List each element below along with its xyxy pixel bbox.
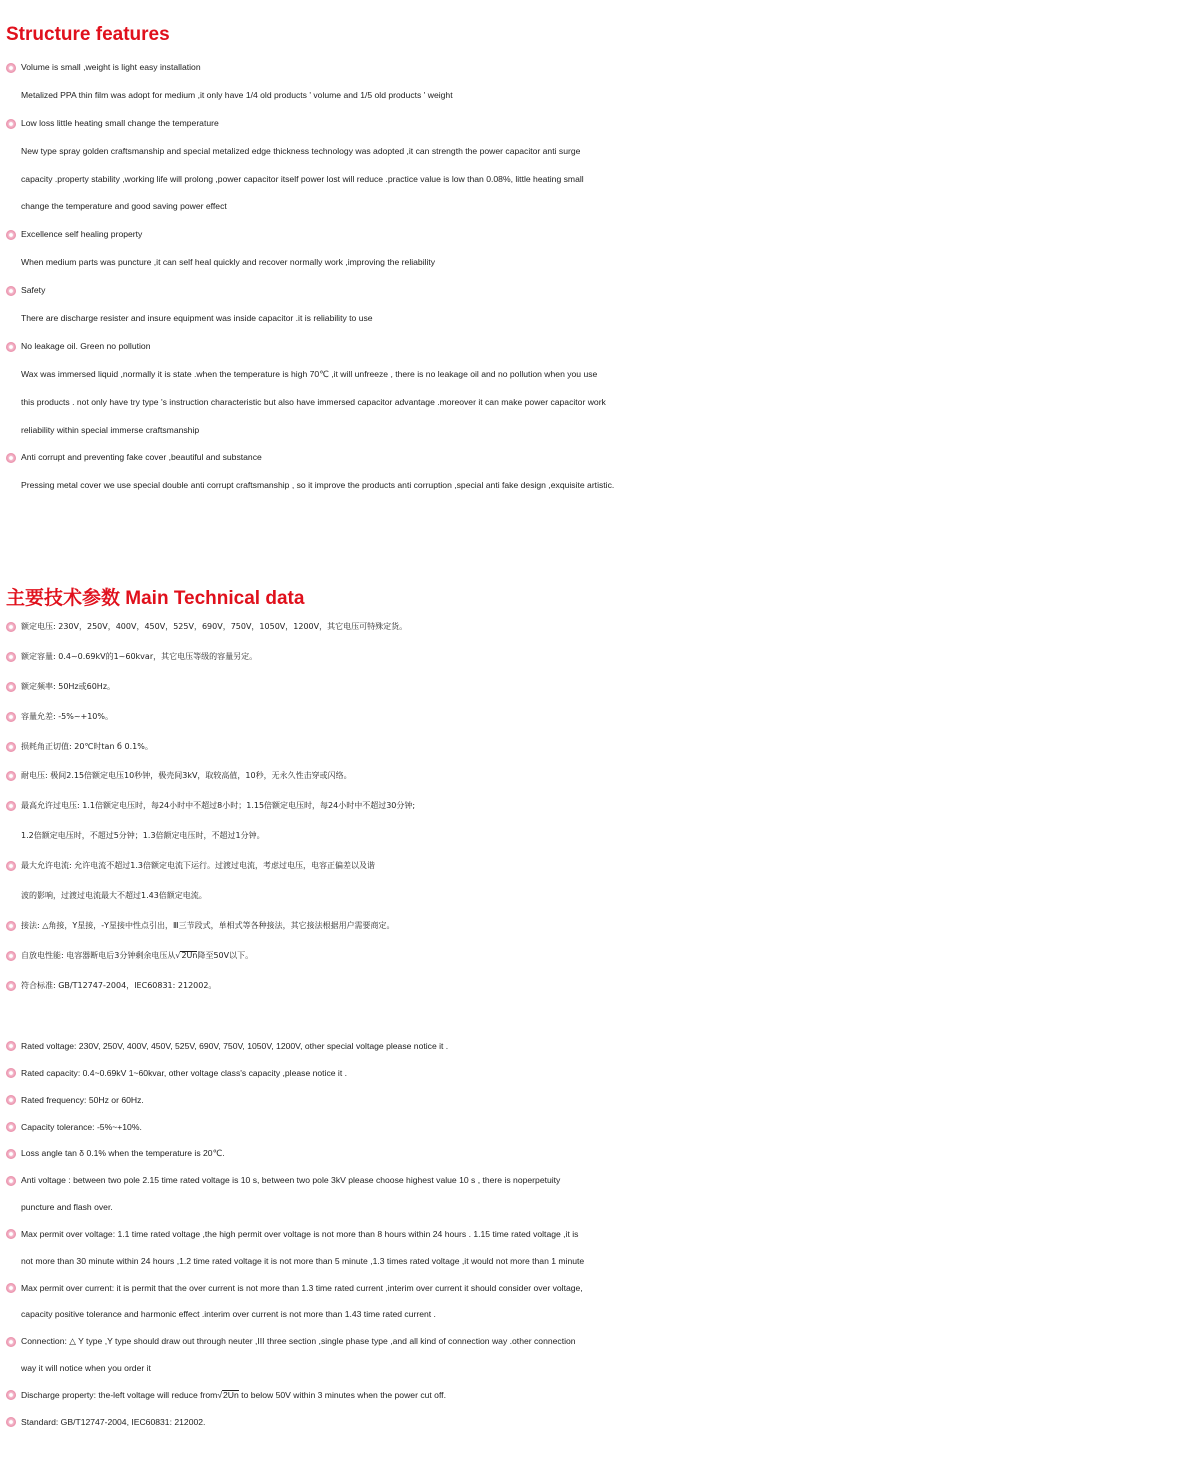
- list-item-continuation: [0, 1194, 1200, 1221]
- list-item-text: 额定频率: 50Hz或60Hz。: [21, 681, 116, 691]
- list-item: [0, 54, 1200, 82]
- list-item-continuation: [0, 193, 1200, 221]
- list-item: [0, 1087, 1200, 1114]
- bullet-icon: [6, 453, 16, 463]
- square-root-icon: √: [217, 1389, 223, 1400]
- list-item: [0, 612, 1200, 642]
- list-item-text: Anti corrupt and preventing fake cover ,beautiful and substance: [21, 452, 262, 463]
- list-item-text: this products . not only have try type 's instruction characteristic but also have immersed capacitor advantage .moreover it can make power capacitor work: [21, 396, 606, 407]
- bullet-icon: [6, 1283, 16, 1293]
- list-item: [0, 941, 1200, 971]
- bullet-icon: [6, 981, 16, 991]
- list-item-text: 符合标准: GB/T12747-2004，IEC60831: 212002。: [21, 980, 217, 990]
- bullet-icon: [6, 652, 16, 662]
- bullet-icon: [6, 1041, 16, 1051]
- bullet-icon: [6, 921, 16, 931]
- list-item: [0, 277, 1200, 305]
- bullet-icon: [6, 1068, 16, 1078]
- list-item-text: Standard: GB/T12747-2004, IEC60831: 212002.: [21, 1416, 206, 1427]
- bullet-icon: [6, 63, 16, 73]
- list-item: [0, 1167, 1200, 1194]
- list-item-text: No leakage oil. Green no pollution: [21, 340, 151, 351]
- list-item: [0, 333, 1200, 361]
- list-item-text: There are discharge resister and insure equipment was inside capacitor .it is reliability to use: [21, 313, 373, 324]
- list-item: [0, 761, 1200, 791]
- list-item-continuation: [0, 1355, 1200, 1382]
- list-item-text: to below 50V within 3 minutes when the power cut off.: [238, 1389, 446, 1400]
- bullet-icon: [6, 1417, 16, 1427]
- list-item-text: Wax was immersed liquid ,normally it is state .when the temperature is high 70℃ ,it will unfreeze , there is no leakage oil and no pollution when you use: [21, 368, 598, 379]
- list-item-text: reliability within special immerse craftsmanship: [21, 424, 200, 435]
- list-item-text: way it will notice when you order it: [21, 1363, 151, 1374]
- bullet-icon: [6, 1337, 16, 1347]
- list-item-text: 降至50V以下。: [197, 950, 254, 960]
- bullet-icon: [6, 1390, 16, 1400]
- list-item: [0, 1140, 1200, 1167]
- list-item-text: Safety: [21, 285, 46, 296]
- bullet-icon: [6, 771, 16, 781]
- list-item-text: Excellence self healing property: [21, 229, 143, 240]
- list-item: [0, 851, 1200, 881]
- list-item: [0, 642, 1200, 672]
- list-item-text: 1.2倍额定电压时，不超过5分钟；1.3倍额定电压时，不超过1分钟。: [21, 831, 265, 841]
- list-item-text: Capacity tolerance: -5%~+10%.: [21, 1121, 142, 1132]
- list-item-text: Loss angle tan δ 0.1% when the temperature is 20℃.: [21, 1148, 225, 1159]
- list-item-text: 额定电压: 230V，250V，400V，450V，525V，690V，750V，1050V，1200V，其它电压可特殊定货。: [21, 622, 408, 631]
- list-item: [0, 1409, 1200, 1436]
- list-item: [0, 702, 1200, 732]
- bullet-icon: [6, 801, 16, 811]
- list-item-text: Max permit over voltage: 1.1 time rated voltage ,the high permit over voltage is not more than 8 hours within 24 hours . 1.15 time rated voltage ,it is: [21, 1228, 579, 1239]
- list-item-continuation: [0, 1248, 1200, 1275]
- list-item-text: capacity .property stability ,working life will prolong ,power capacitor itself power lost will reduce .practice value is low than 0.08%, little heating small: [21, 173, 584, 184]
- list-item-continuation: [0, 472, 1200, 500]
- square-root-icon: √: [175, 950, 181, 960]
- list-item-text: 损耗角正切值: 20℃时tan б 0.1%。: [21, 741, 153, 751]
- list-item-continuation: [0, 881, 1200, 911]
- list-item: [0, 791, 1200, 821]
- list-item: [0, 1033, 1200, 1060]
- list-item: [0, 732, 1200, 762]
- list-item-text: Pressing metal cover we use special double anti corrupt craftsmanship , so it improve the products anti corruption ,special anti fake design ,exquisite artistic.: [21, 480, 615, 491]
- list-item-text: When medium parts was puncture ,it can self heal quickly and recover normally work ,improving the reliability: [21, 257, 436, 268]
- list-item-text: Rated capacity: 0.4~0.69kV 1~60kvar, other voltage class's capacity ,please notice it .: [21, 1067, 348, 1078]
- list-item-text: 最大允许电流: 允许电流不超过1.3倍额定电流下运行。过渡过电流，考虑过电压，电容正偏差以及谐: [21, 861, 375, 871]
- list-item-text: New type spray golden craftsmanship and special metalized edge thickness technology was adopted ,it can strength the power capacitor anti surge: [21, 145, 581, 156]
- list-item: [0, 1114, 1200, 1141]
- bullet-icon: [6, 622, 16, 632]
- bullet-icon: [6, 1229, 16, 1239]
- bullet-icon: [6, 286, 16, 296]
- list-item-continuation: [0, 1301, 1200, 1328]
- list-item-continuation: [0, 417, 1200, 445]
- list-item-text: Metalized PPA thin film was adopt for medium ,it only have 1/4 old products ' volume and 1/5 old products ' weight: [21, 89, 453, 100]
- list-item-text: not more than 30 minute within 24 hours ,1.2 time rated voltage it is not more than 5 minute ,1.3 times rated voltage ,it would not more than 1 minute: [21, 1255, 585, 1266]
- list-item-text: 波的影响，过渡过电流最大不超过1.43倍额定电流。: [21, 891, 207, 901]
- list-item: [0, 444, 1200, 472]
- technical-data-heading: 主要技术参数 Main Technical data: [6, 588, 305, 609]
- list-item: [0, 221, 1200, 249]
- list-item-text: Connection: △ Y type ,Y type should draw out through neuter ,III three section ,single phase type ,and all kind of connection way .other connection: [21, 1336, 576, 1347]
- list-item: [0, 1275, 1200, 1302]
- list-item: [0, 971, 1200, 1001]
- bullet-icon: [6, 342, 16, 352]
- structure-features-heading: Structure features: [6, 24, 170, 45]
- list-item-text: Anti voltage : between two pole 2.15 time rated voltage is 10 s, between two pole 3kV please choose highest value 10 s , there is noperpetuity: [21, 1175, 561, 1186]
- bullet-icon: [6, 1149, 16, 1159]
- list-item-continuation: [0, 389, 1200, 417]
- list-item: [0, 672, 1200, 702]
- bullet-icon: [6, 230, 16, 240]
- list-item-text: capacity positive tolerance and harmonic effect .interim over current is not more than 1.43 time rated current .: [21, 1309, 436, 1320]
- list-item-text: 最高允许过电压: 1.1倍额定电压时，每24小时中不超过8小时；1.15倍额定电压时，每24小时中不超过30分钟;: [21, 801, 416, 811]
- list-item-continuation: [0, 249, 1200, 277]
- bullet-icon: [6, 1122, 16, 1132]
- list-item-continuation: [0, 166, 1200, 194]
- list-item-text: Low loss little heating small change the temperature: [21, 117, 219, 128]
- list-item-continuation: [0, 305, 1200, 333]
- list-item-text: Max permit over current: it is permit that the over current is not more than 1.3 time rated current ,interim over current it should consider over voltage,: [21, 1282, 583, 1293]
- structure-features-list: [0, 54, 1200, 500]
- list-item: [0, 110, 1200, 138]
- list-item-text: 额定容量: 0.4~0.69kV的1~60kvar，其它电压等级的容量另定。: [21, 651, 258, 661]
- list-item-text: Rated voltage: 230V, 250V, 400V, 450V, 525V, 690V, 750V, 1050V, 1200V, other special voltage please notice it .: [21, 1041, 449, 1051]
- bullet-icon: [6, 682, 16, 692]
- list-item: [0, 1060, 1200, 1087]
- bullet-icon: [6, 951, 16, 961]
- technical-data-cn-list: [0, 612, 1200, 1001]
- list-item-text: 接法: △角接，Y星接，-Y星接中性点引出，Ⅲ三节段式，单相式等各种接法，其它接法根据用户需要商定。: [21, 920, 395, 930]
- list-item: [0, 1328, 1200, 1355]
- bullet-icon: [6, 1095, 16, 1105]
- list-item-continuation: [0, 138, 1200, 166]
- list-item-text: 自放电性能: 电容器断电后3分钟剩余电压从: [21, 950, 176, 960]
- list-item-text: puncture and flash over.: [21, 1202, 113, 1213]
- bullet-icon: [6, 1176, 16, 1186]
- bullet-icon: [6, 119, 16, 129]
- square-root-radicand: 2Un: [181, 950, 198, 960]
- list-item: [0, 1382, 1200, 1409]
- list-item-text: Volume is small ,weight is light easy installation: [21, 62, 201, 72]
- list-item-continuation: [0, 821, 1200, 851]
- list-item-text: 容量允差: -5%~+10%。: [21, 711, 114, 721]
- list-item-text: Discharge property: the-left voltage will reduce from: [21, 1389, 218, 1400]
- list-item-continuation: [0, 361, 1200, 389]
- list-item-continuation: [0, 82, 1200, 110]
- list-item: [0, 911, 1200, 941]
- list-item: [0, 1221, 1200, 1248]
- bullet-icon: [6, 712, 16, 722]
- bullet-icon: [6, 742, 16, 752]
- bullet-icon: [6, 861, 16, 871]
- list-item-text: Rated frequency: 50Hz or 60Hz.: [21, 1094, 144, 1105]
- list-item-text: change the temperature and good saving power effect: [21, 201, 227, 212]
- list-item-text: 耐电压: 极间2.15倍额定电压10秒钟，极壳间3kV，取较高值，10秒，无永久性击穿或闪络。: [21, 771, 352, 781]
- square-root-radicand: 2Un: [223, 1389, 239, 1400]
- technical-data-en-list: [0, 1033, 1200, 1436]
